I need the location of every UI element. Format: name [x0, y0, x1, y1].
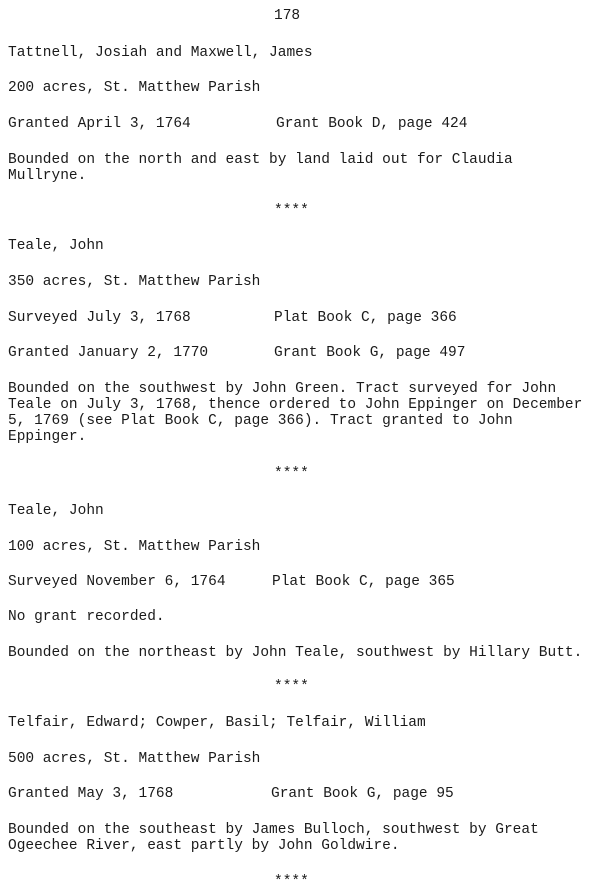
entry-4-bounds: Bounded on the southeast by James Bulloch, southwest by Great Ogeechee River, east partly by John Goldwire. — [8, 822, 539, 854]
entry-3-bounds: Bounded on the northeast by John Teale, southwest by Hillary Butt. — [8, 645, 583, 661]
entry-2-grant-date: Granted January 2, 1770 — [8, 345, 209, 361]
entry-2-bounds: Bounded on the southwest by John Green. Tract surveyed for John Teale on July 3, 1768, thence ordered to John Eppinger on December 5, 1769 (see Plat Book C, page 366). Tract granted to John Eppinger. — [8, 381, 583, 445]
entry-4-grant-date: Granted May 3, 1768 — [8, 786, 174, 802]
entry-2-grant-book: Grant Book G, page 497 — [274, 345, 466, 361]
separator-1: **** — [274, 203, 309, 219]
entry-1-bounds: Bounded on the north and east by land laid out for Claudia Mullryne. — [8, 152, 513, 184]
entry-4-acreage: 500 acres, St. Matthew Parish — [8, 751, 261, 767]
entry-2-grantee: Teale, John — [8, 238, 104, 254]
separator-2: **** — [274, 466, 309, 482]
separator-3: **** — [274, 679, 309, 695]
entry-3-note: No grant recorded. — [8, 609, 165, 625]
entry-2-acreage: 350 acres, St. Matthew Parish — [8, 274, 261, 290]
entry-1-grantee: Tattnell, Josiah and Maxwell, James — [8, 45, 313, 61]
entry-4-grantee: Telfair, Edward; Cowper, Basil; Telfair, William — [8, 715, 426, 731]
entry-1-grant-date: Granted April 3, 1764 — [8, 116, 191, 132]
page-number: 178 — [274, 8, 301, 24]
entry-1-acreage: 200 acres, St. Matthew Parish — [8, 80, 261, 96]
entry-2-survey-date: Surveyed July 3, 1768 — [8, 310, 191, 326]
entry-3-grantee: Teale, John — [8, 503, 104, 519]
entry-4-grant-book: Grant Book G, page 95 — [271, 786, 454, 802]
entry-3-acreage: 100 acres, St. Matthew Parish — [8, 539, 261, 555]
separator-4: **** — [274, 874, 309, 890]
entry-2-plat-book: Plat Book C, page 366 — [274, 310, 457, 326]
entry-3-survey-date: Surveyed November 6, 1764 — [8, 574, 226, 590]
entry-1-grant-book: Grant Book D, page 424 — [276, 116, 468, 132]
entry-3-plat-book: Plat Book C, page 365 — [272, 574, 455, 590]
